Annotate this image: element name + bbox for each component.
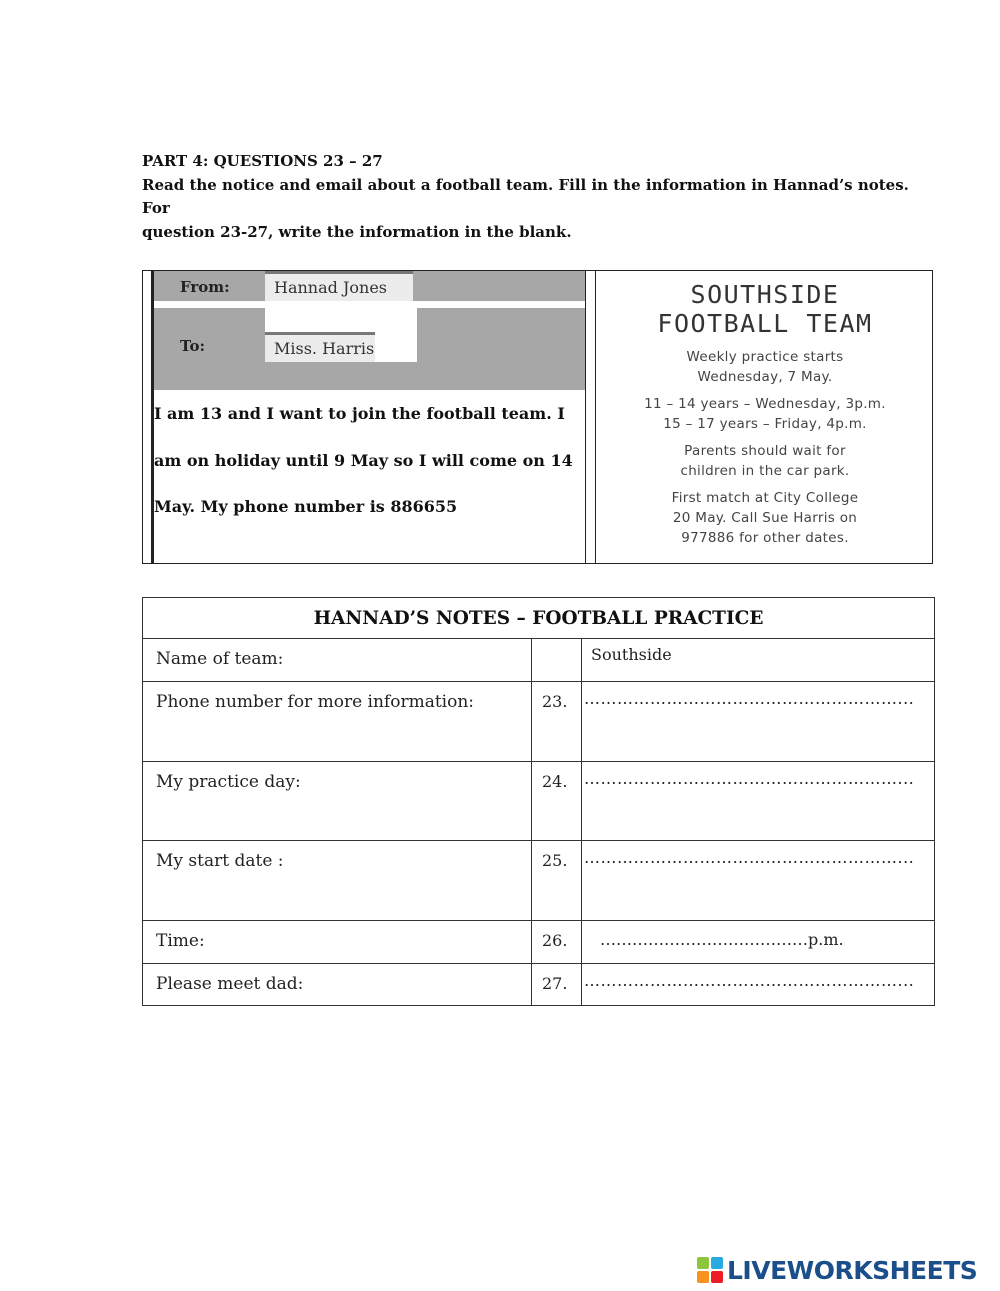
answer-blank-25[interactable]: …………………………………………………...	[582, 841, 935, 921]
row-number: 27.	[532, 964, 582, 1006]
instructions	[142, 150, 909, 244]
email-body	[154, 391, 584, 531]
notice-title: FOOTBALL TEAM	[657, 309, 873, 338]
notice-title: SOUTHSIDE	[690, 280, 840, 309]
logo-square	[697, 1271, 709, 1283]
notice-line: Parents should wait for	[684, 443, 846, 459]
from-field: Hannad Jones	[265, 271, 413, 301]
logo-square	[711, 1257, 723, 1269]
table-row	[143, 762, 935, 841]
notice-line: 977886 for other dates.	[681, 530, 849, 546]
table-row	[143, 682, 935, 762]
row-label: My start date :	[143, 841, 532, 921]
table-row	[143, 841, 935, 921]
notice-line: 15 – 17 years – Friday, 4p.m.	[663, 416, 867, 432]
row-label: Name of team:	[143, 639, 532, 682]
logo-square	[711, 1271, 723, 1283]
notes-table	[142, 597, 935, 1006]
answer-blank-27[interactable]: …………………………………………………...	[582, 964, 935, 1006]
answer-blank-26[interactable]: …………………………………p.m.	[582, 921, 935, 964]
answer-blank-23[interactable]: …………………………………………………...	[582, 682, 935, 762]
row-label: Time:	[143, 921, 532, 964]
instruction-line: Read the notice and email about a football team. Fill in the information in Hannad’s notes.	[142, 175, 909, 194]
answer-blank-24[interactable]: …………………………………………………...	[582, 762, 935, 841]
row-number	[532, 639, 582, 682]
table-row	[143, 964, 935, 1006]
email-line: am on holiday until 9 May so I will come on 14	[154, 450, 573, 470]
row-number: 26.	[532, 921, 582, 964]
frame-divider	[585, 271, 596, 563]
row-number: 25.	[532, 841, 582, 921]
football-notice	[597, 271, 933, 563]
liveworksheets-logo	[697, 1255, 977, 1285]
logo-text: LIVEWORKSHEETS	[727, 1255, 978, 1285]
notice-line: First match at City College	[671, 490, 859, 506]
part-heading: PART 4: QUESTIONS 23 – 27	[142, 152, 383, 170]
to-label: To:	[180, 337, 205, 355]
table-row	[143, 921, 935, 964]
row-label: My practice day:	[143, 762, 532, 841]
notice-line: 20 May. Call Sue Harris on	[672, 510, 858, 526]
row-number: 24.	[532, 762, 582, 841]
email-line: May. My phone number is 886655	[154, 497, 458, 516]
email-notice-frame	[142, 270, 933, 564]
email-line: I am 13 and I want to join the football team. I	[154, 404, 565, 423]
row-label: Please meet dad:	[143, 964, 532, 1006]
table-row	[143, 639, 935, 682]
notice-line: Weekly practice starts	[686, 349, 844, 365]
to-field: Miss. Harris	[265, 332, 375, 362]
instruction-line: question 23-27, write the information in the blank.	[142, 222, 572, 241]
row-number: 23.	[532, 682, 582, 762]
logo-square	[697, 1257, 709, 1269]
notice-line: Wednesday, 7 May.	[697, 369, 833, 385]
from-label: From:	[180, 278, 230, 296]
answer-text: Southside	[582, 639, 935, 682]
logo-icon	[697, 1257, 723, 1283]
notice-line: 11 – 14 years – Wednesday, 3p.m.	[644, 396, 886, 412]
row-label: Phone number for more information:	[143, 682, 532, 762]
instruction-line: For	[142, 199, 170, 217]
notes-title: HANNAD’S NOTES – FOOTBALL PRACTICE	[143, 598, 935, 639]
notice-line: children in the car park.	[680, 463, 850, 479]
